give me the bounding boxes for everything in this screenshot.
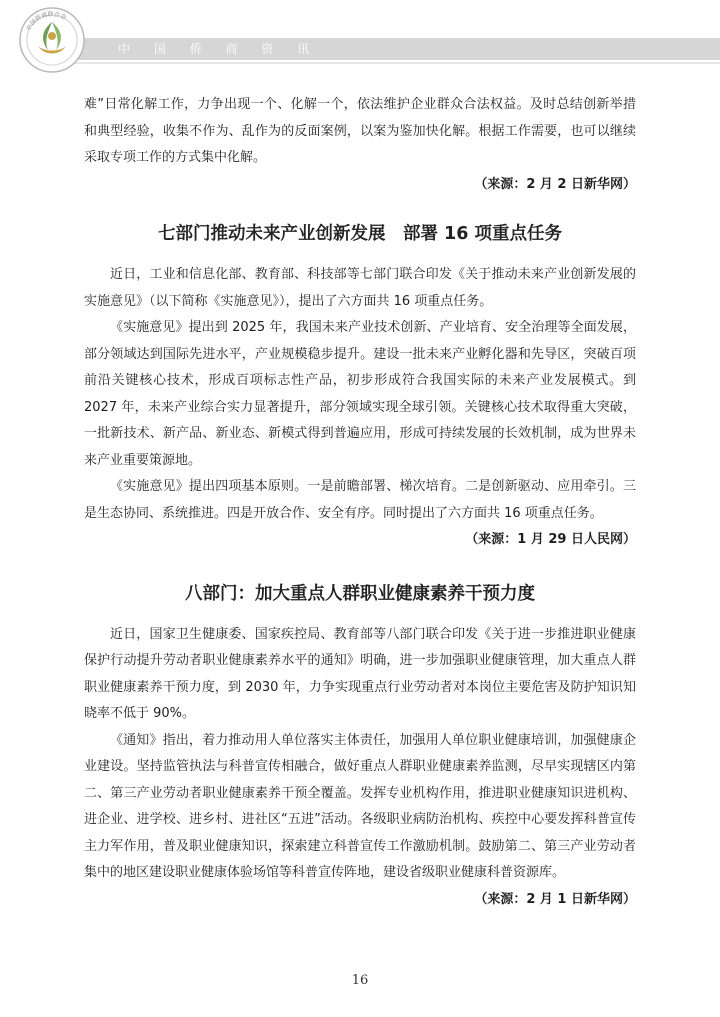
page-number: 16	[351, 973, 369, 988]
article2-paragraph-1: 近日，国家卫生健康委、国家疾控局、教育部等八部门联合印发《关于进一步推进职业健康保护行动提升劳动者职业健康素养水平的通知》明确，进一步加强职业健康管理，加大重点人群职业健康素养干预力度，到 2030 年，力争实现重点行业劳动者对本岗位主要危害及防护知识知晓率不低于 90%。	[84, 626, 636, 721]
article1-paragraph-1: 近日，工业和信息化部、教育部、科技部等七部门联合印发《关于推动未来产业创新发展的实施意见》（以下简称《实施意见》），提出了六方面共 16 项重点任务。	[84, 267, 636, 309]
article2-paragraph-2: 《通知》指出，着力推动用人单位落实主体责任，加强用人单位职业健康培训，加强健康企业建设。坚持监管执法与科普宣传相融合，做好重点人群职业健康素养监测，尽早实现辖区内第二、第三产业劳动者职业健康素养干预全覆盖。发挥专业机构作用，推进职业健康知识进机构、进企业、进学校、进乡村、进社区“五进”活动。各级职业病防治机构、疾控中心要发挥科普宣传主力军作用，普及职业健康知识，探索建立科普宣传工作激励机制。鼓励第二、第三产业劳动者集中的地区建设职业健康体验场馆等科普宣传阵地，建设省级职业健康科普资源库。	[84, 732, 636, 880]
article1-source: （来源：1 月 29 日人民网）	[465, 532, 636, 547]
page-header	[0, 0, 720, 80]
article2-source: （来源：2 月 1 日新华网）	[474, 891, 636, 907]
article1-paragraph-3: 《实施意见》提出四项基本原则。一是前瞻部署、梯次培育。二是创新驱动、应用牵引。三是生态协同、系统推进。四是开放合作、安全有序。同时提出了六方面共 16 项重点任务。	[84, 479, 636, 521]
article2-title: 八部门：加大重点人群职业健康素养干预力度	[185, 583, 535, 604]
intro-source: （来源：2 月 2 日新华网）	[474, 176, 636, 192]
logo-text: 中国侨商联合会	[25, 10, 68, 33]
magazine-name: 中 国 侨 商 资 讯	[118, 42, 320, 56]
page-content	[84, 92, 636, 913]
intro-paragraph: 难”日常化解工作，力争出现一个、化解一个，依法维护企业群众合法权益。及时总结创新举措和典型经验，收集不作为、乱作为的反面案例，以案为鉴加快化解。根据工作需要，也可以继续采取专项工作的方式集中化解。	[84, 97, 636, 165]
magazine-logo-icon	[18, 6, 86, 74]
article1-paragraph-2: 《实施意见》提出到 2025 年，我国未来产业技术创新、产业培育、安全治理等全面发展，部分领域达到国际先进水平，产业规模稳步提升。建设一批未来产业孵化器和先导区，突破百项前沿关键核心技术，形成百项标志性产品，初步形成符合我国实际的未来产业发展模式。到 2027 年，未来产业综合实力显著提升，部分领域实现全球引领。关键核心技术取得重大突破，一批新技术、新产品、新业态、新模式得到普遍应用，形成可持续发展的长效机制，成为世界未来产业重要策源地。	[84, 320, 636, 468]
article1-title: 七部门推动未来产业创新发展 部署 16 项重点任务	[157, 224, 563, 244]
header-band-line	[64, 62, 720, 64]
